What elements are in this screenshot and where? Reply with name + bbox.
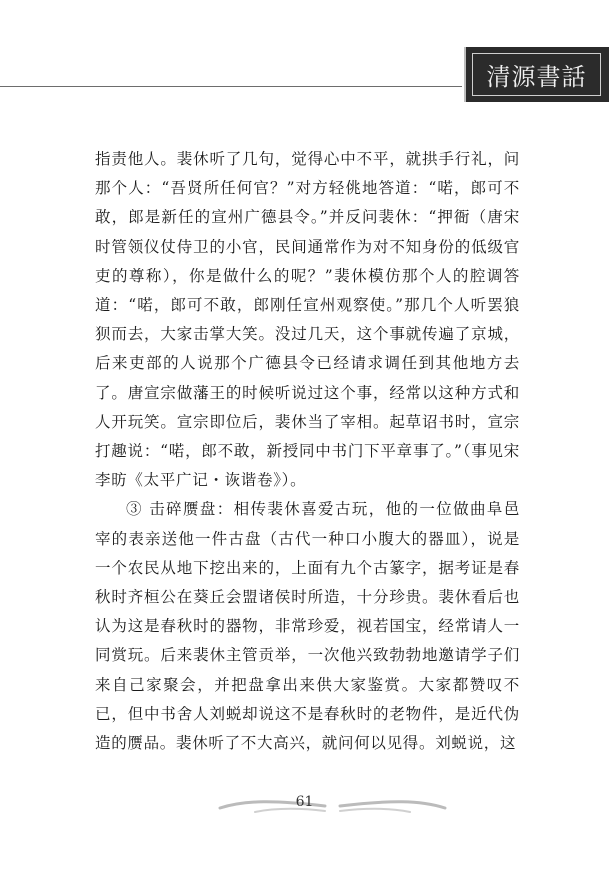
right-ornament-icon — [330, 794, 450, 816]
page-footer — [0, 784, 609, 824]
body-text — [95, 145, 520, 758]
page-number: 61 — [295, 794, 314, 810]
paragraph-continued: 指责他人。裴休听了几句，觉得心中不平，就拱手行礼，问那个人：“吾贤所任何官？”对方轻佻地答道：“喏，郎可不敢，郎是新任的宣州广德县令。”并反问裴休：“押衙（唐宋时管领仪仗侍卫的小官，民间通常作为对不知身份的低级官吏的尊称），你是做什么的呢？”裴休模仿那个人的腔调答道：“喏，郎可不敢，郎刚任宣州观察使。”那几个人听罢狼狈而去，大家击掌大笑。没过几天，这个事就传遍了京城，后来吏部的人说那个广德县令已经请求调任到其他地方去了。唐宣宗做藩王的时候听说过这个事，经常以这种方式和人开玩笑。宣宗即位后，裴休当了宰相。起草诏书时，宣宗打趣说：“喏，郎不敢，新授同中书门下平章事了。”（事见宋李昉《太平广记・诙谐卷》）。 — [95, 150, 520, 490]
series-logo — [464, 47, 609, 102]
header-rule — [0, 86, 462, 87]
series-logo-text: 清源書話 — [472, 53, 601, 96]
paragraph-smash-fake-plate: ③ 击碎赝盘：相传裴休喜爱古玩，他的一位做曲阜邑宰的表亲送他一件古盘（古代一种口小腹大的器皿），说是一个农民从地下挖出来的，上面有九个古篆字，据考证是春秋时齐桓公在葵丘会盟诸侯时所造，十分珍贵。裴休看后也认为这是春秋时的器物，非常珍爱，视若国宝，经常请人一同赏玩。后来裴休主管贡举，一次他兴致勃勃地邀请学子们来自己家聚会，并把盘拿出来供大家鉴赏。大家都赞叹不已，但中书舍人刘蜕却说这不是春秋时的老物件，是近代伪造的赝品。裴休听了不大高兴，就问何以见得。刘蜕说，这 — [95, 500, 520, 753]
